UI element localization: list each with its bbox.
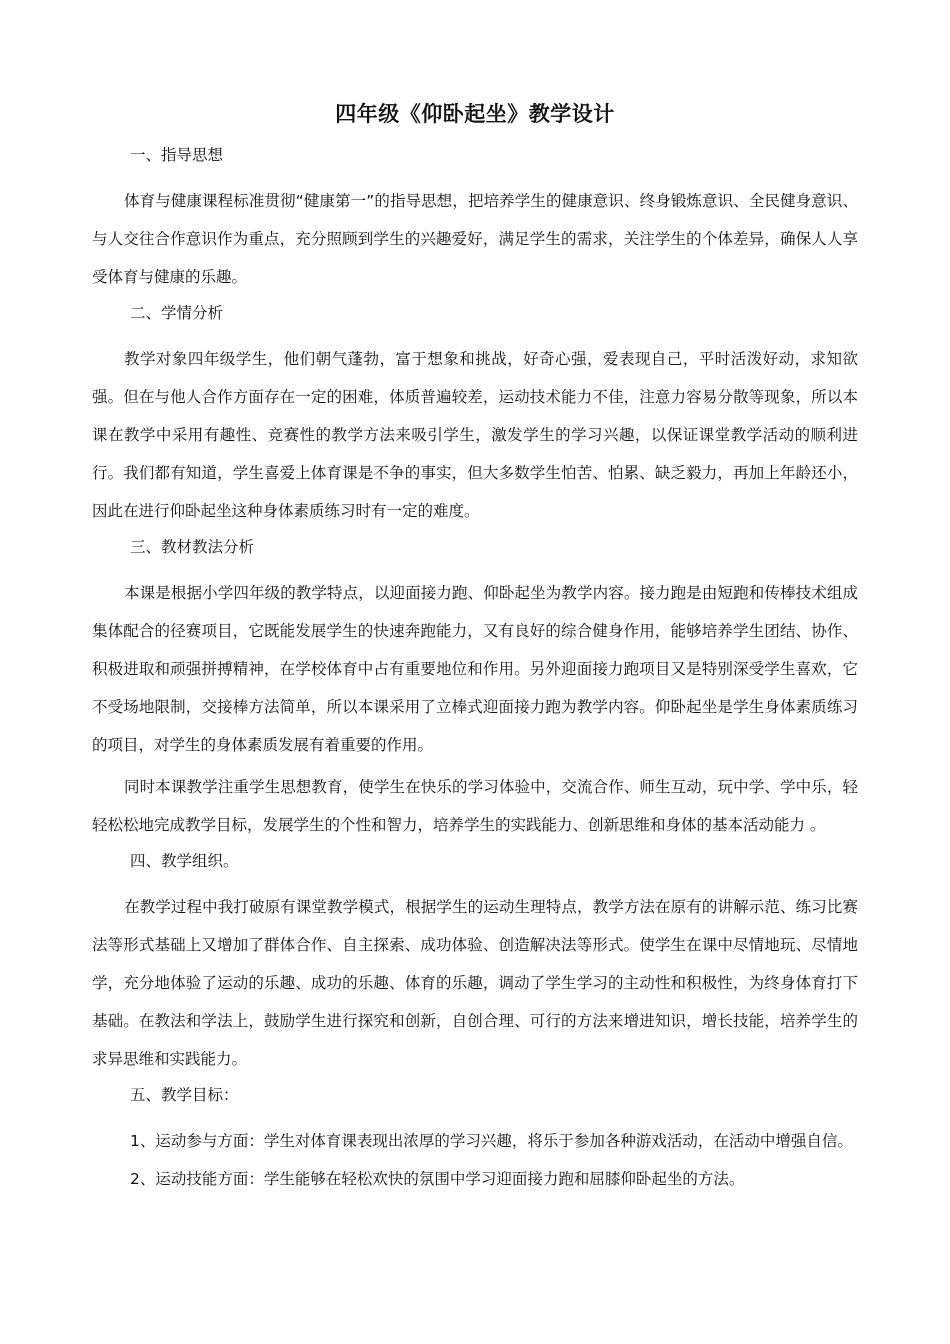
section-heading: 四、教学组织。	[130, 852, 239, 870]
section-heading: 五、教学目标：	[130, 1086, 239, 1104]
section-heading: 二、学情分析	[130, 304, 224, 322]
document-body	[92, 144, 858, 1198]
section-heading: 一、指导思想	[130, 146, 224, 164]
objective-item: 2、运动技能方面：学生能够在轻松欢快的氛围中学习迎面接力跑和屈膝仰卧起坐的方法。	[130, 1170, 745, 1188]
section-paragraph: 在教学过程中我打破原有课堂教学模式，根据学生的运动生理特点，教学方法在原有的讲解示范、练习比赛法等形式基础上又增加了群体合作、自主探索、成功体验、创造解决法等形式。使学生在课中尽情地玩、尽情地学，充分地体验了运动的乐趣、成功的乐趣、体育的乐趣，调动了学生学习的主动性和积极性，为终身体育打下基础。在教法和学法上，鼓励学生进行探究和创新，自创合理、可行的方法来增进知识，增长技能，培养学生的求异思维和实践能力。	[92, 898, 858, 1068]
section-paragraph: 本课是根据小学四年级的教学特点，以迎面接力跑、仰卧起坐为教学内容。接力跑是由短跑和传棒技术组成集体配合的径赛项目，它既能发展学生的快速奔跑能力，又有良好的综合健身作用，能够培养学生团结、协作、积极进取和顽强拼搏精神，在学校体育中占有重要地位和作用。另外迎面接力跑项目又是特别深受学生喜欢，它不受场地限制，交接棒方法简单，所以本课采用了立棒式迎面接力跑为教学内容。仰卧起坐是学生身体素质练习的项目，对学生的身体素质发展有着重要的作用。	[92, 584, 858, 754]
document-title: 四年级《仰卧起坐》教学设计	[335, 102, 615, 126]
section-guiding-philosophy	[92, 144, 858, 296]
section-paragraph: 教学对象四年级学生，他们朝气蓬勃，富于想象和挑战，好奇心强，爱表现自己，平时活泼好动，求知欲强。但在与他人合作方面存在一定的困难，体质普遍较差，运动技术能力不佳，注意力容易分散等现象，所以本课在教学中采用有趣性、竞赛性的教学方法来吸引学生，激发学生的学习兴趣，以保证课堂教学活动的顺利进行。我们都有知道，学生喜爱上体育课是不争的事实，但大多数学生怕苦、怕累、缺乏毅力，再加上年龄还小，因此在进行仰卧起坐这种身体素质练习时有一定的难度。	[92, 350, 858, 520]
section-teaching-organization	[92, 850, 858, 1078]
objective-item: 1、运动参与方面：学生对体育课表现出浓厚的学习兴趣，将乐于参加各种游戏活动，在活动中增强自信。	[130, 1132, 853, 1150]
section-paragraph: 同时本课教学注重学生思想教育，使学生在快乐的学习体验中，交流合作、师生互动，玩中学、学中乐，轻轻松松地完成教学目标，发展学生的个性和智力，培养学生的实践能力、创新思维和身体的基本活动能力 。	[92, 778, 858, 834]
section-teaching-objectives	[92, 1084, 858, 1198]
section-student-analysis	[92, 302, 858, 530]
section-heading: 三、教材教法分析	[130, 538, 255, 556]
section-paragraph: 体育与健康课程标准贯彻“健康第一”的指导思想，把培养学生的健康意识、终身锻炼意识、全民健身意识、与人交往合作意识作为重点，充分照顾到学生的兴趣爱好，满足学生的需求，关注学生的个体差异，确保人人享受体育与健康的乐趣。	[92, 192, 858, 286]
section-teaching-material-analysis	[92, 536, 858, 844]
